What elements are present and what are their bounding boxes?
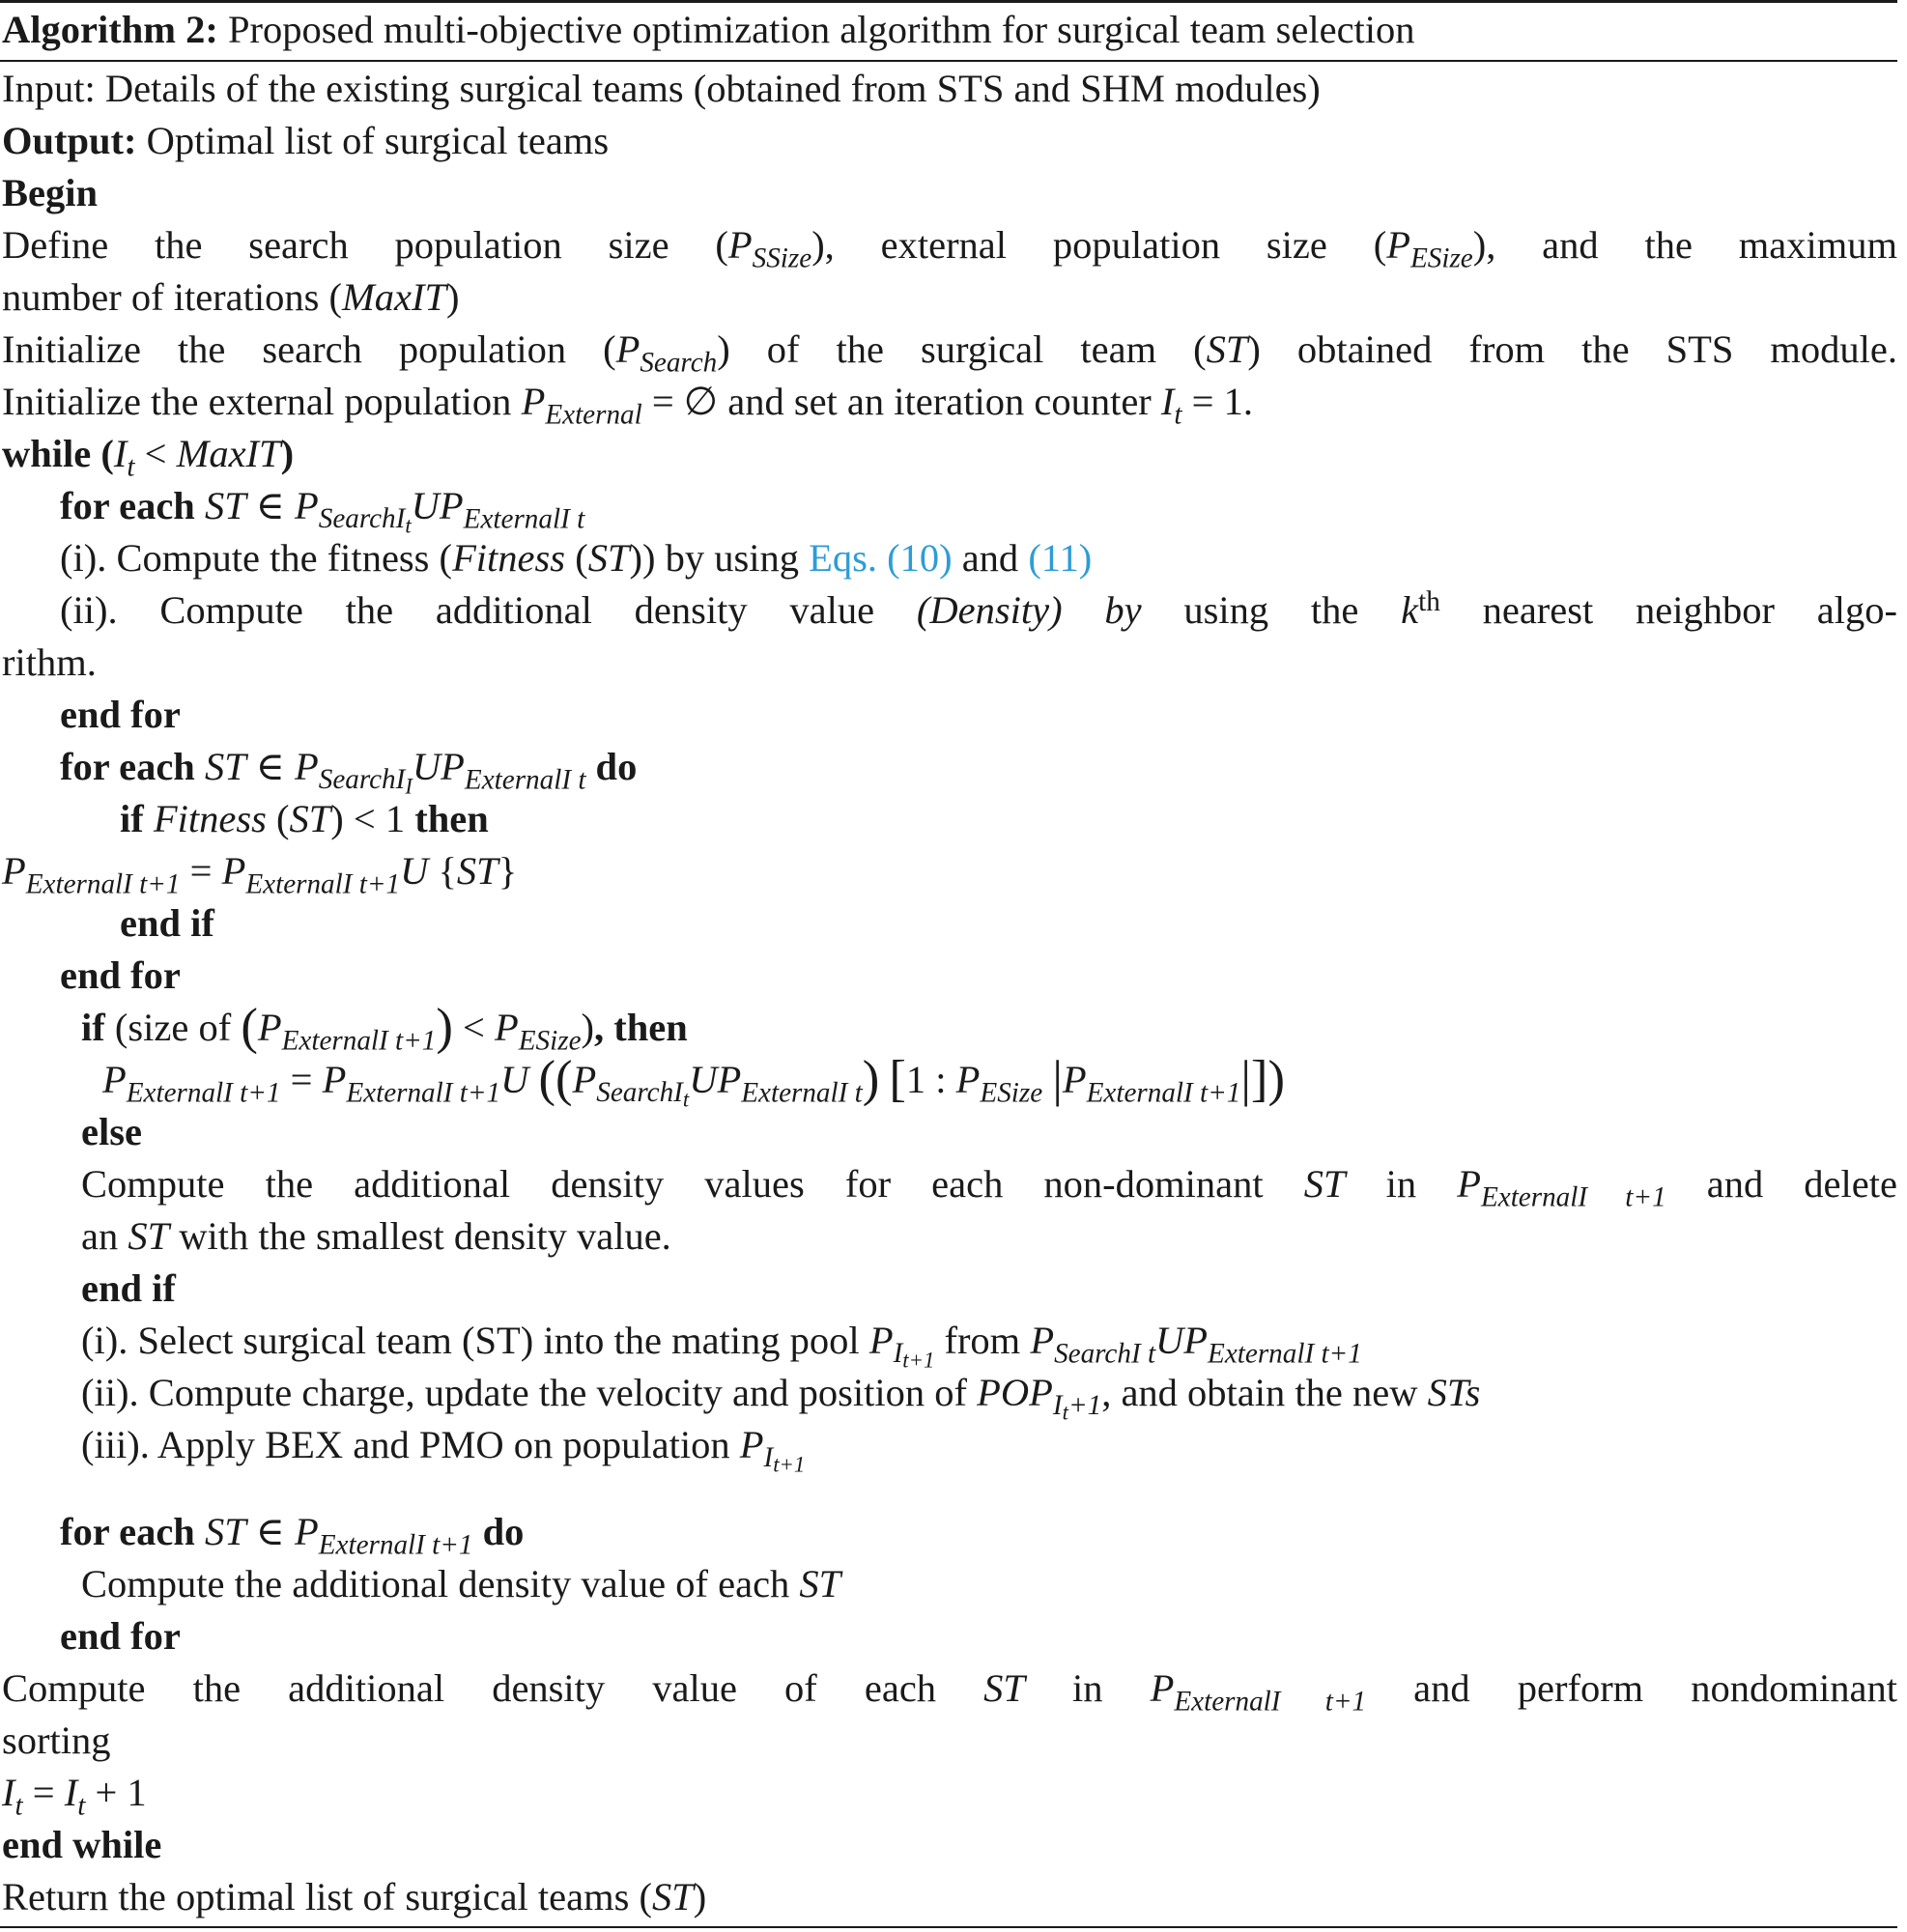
eq-ref-11[interactable]: (11) <box>1028 536 1093 580</box>
else-keyword: else <box>81 1110 142 1153</box>
end-if-1: end if <box>120 901 214 945</box>
return-line: Return the optimal list of surgical teams (ST) <box>2 1875 707 1918</box>
compute-delete-line: Compute the additional density values for each non-dominant ST in $P_{ExternalI t+1}$ and delete <box>81 1162 1897 1213</box>
end-for-1: end for <box>60 693 181 736</box>
apply-step: (iii). Apply BEX and PMO on population $P_{I_{t+1}}$ <box>81 1423 806 1477</box>
for-each-line-1: for each ST ∈ $P_{SearchI_t}UP_{ExternalI t}$ <box>60 484 585 538</box>
if-fitness-line: if Fitness (ST) < 1 then <box>120 797 489 840</box>
end-for-3: end for <box>60 1614 181 1658</box>
compute-each-line: Compute the additional density value of each ST <box>81 1562 841 1605</box>
caption-rule <box>0 60 1897 62</box>
define-line: Define the search population size $(P_{SSize})$, external population size $(P_{ESize})$, and the maximum <box>2 223 1897 274</box>
top-rule <box>0 0 1897 3</box>
end-for-2: end for <box>60 953 181 997</box>
define-line-cont: number of iterations (MaxIT) <box>2 275 460 319</box>
init-external-line: Initialize the external population $P_{External}$ = ∅ and set an iteration counter $I_t = 1$. <box>2 380 1253 431</box>
algorithm-title: Proposed multi-objective optimization algorithm for surgical team selection <box>227 8 1415 51</box>
density-step-cont: rithm. <box>2 640 97 684</box>
init-search-line: Initialize the search population $(P_{Search})$ of the surgical team (ST) obtained from the STS module. <box>2 327 1897 379</box>
algorithm-label: Algorithm 2: <box>2 8 218 51</box>
end-while: end while <box>2 1823 162 1866</box>
output-line: Output: Optimal list of surgical teams <box>2 119 610 162</box>
end-if-2: end if <box>81 1266 176 1310</box>
external-union-line: $P_{ExternalI t+1} = P_{ExternalI t+1}U$ {ST} <box>2 849 518 900</box>
while-line: while ($I_t$ < MaxIT) <box>2 432 295 483</box>
bottom-rule <box>0 1926 1897 1928</box>
final-sort-line: Compute the additional density value of each ST in $P_{ExternalI t+1}$ and perform nondominant <box>2 1666 1898 1718</box>
input-line: Input: Details of the existing surgical teams (obtained from STS and SHM modules) <box>2 67 1321 110</box>
if-size-line: if (size of $(P_{ExternalI t+1}) < P_{ESize}$), then <box>81 999 688 1057</box>
for-each-line-3: for each ST ∈ $P_{ExternalI t+1}$ do <box>60 1510 525 1561</box>
charge-step: (ii). Compute charge, update the velocity and position of $POP_{I_t+1}$, and obtain the new STs <box>81 1371 1481 1425</box>
increment-line: $I_t = I_t + 1$ <box>2 1771 147 1822</box>
density-step: (ii). Compute the additional density value (Density) by using the $k^{th}$ nearest neighbor algo- <box>60 585 1898 632</box>
compute-delete-cont: an ST with the smallest density value. <box>81 1214 671 1258</box>
algorithm-caption <box>2 4 1415 56</box>
external-update-line: $P_{ExternalI t+1} = P_{ExternalI t+1}U$ ($(P_{SearchI_t}UP_{ExternalI t})$ [1 : $P_{ESize}$ $|P_{ExternalI t+1}|$]) <box>102 1051 1285 1112</box>
final-sort-cont: sorting <box>2 1719 111 1762</box>
fitness-step: (i). Compute the fitness (Fitness (ST)) by using Eqs. (10) and (11) <box>60 536 1093 580</box>
select-step: (i). Select surgical team (ST) into the mating pool $P_{I_{t+1}}$ from $P_{SearchI t}UP_{ExternalI t+1}$ <box>81 1319 1362 1373</box>
eq-ref-10[interactable]: Eqs. (10) <box>809 536 953 580</box>
for-each-line-2: for each ST ∈ $P_{SearchI_I}UP_{ExternalI t}$ do <box>60 745 638 799</box>
begin-keyword: Begin <box>2 171 99 214</box>
